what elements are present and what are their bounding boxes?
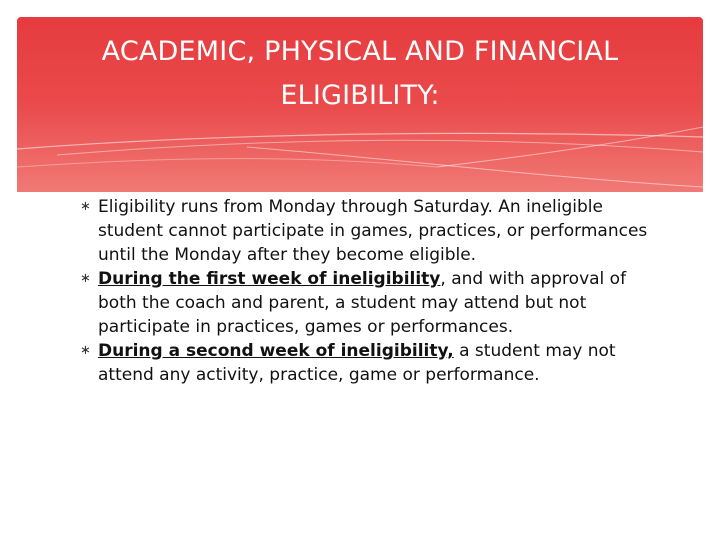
slide-title-line-2: ELIGIBILITY:	[280, 80, 440, 111]
asterisk-bullet-icon: ∗	[80, 199, 91, 214]
bullet-text-2: , and with approval of both the coach and parent, a student may attend but not participate in practices, games or performances.	[98, 269, 627, 337]
slide-title	[17, 30, 703, 118]
slide-title-line-1: ACADEMIC, PHYSICAL AND FINANCIAL	[101, 36, 619, 67]
bullet-item-2	[80, 267, 660, 339]
bullet-emphasis-2: During the first week of ineligibility	[98, 269, 441, 289]
asterisk-bullet-icon: ∗	[80, 271, 91, 286]
bullet-item-3	[80, 339, 660, 387]
bullet-text-1: Eligibility runs from Monday through Saturday. An ineligible student cannot participate in games, practices, or performances until the Monday after they become eligible.	[98, 197, 648, 265]
bullet-text-3: a student may not attend any activity, practice, game or performance.	[98, 341, 616, 385]
bullet-emphasis-3: During a second week of ineligibility,	[98, 341, 454, 361]
asterisk-bullet-icon: ∗	[80, 343, 91, 358]
bullet-list	[80, 195, 660, 387]
bullet-item-1	[80, 195, 660, 267]
